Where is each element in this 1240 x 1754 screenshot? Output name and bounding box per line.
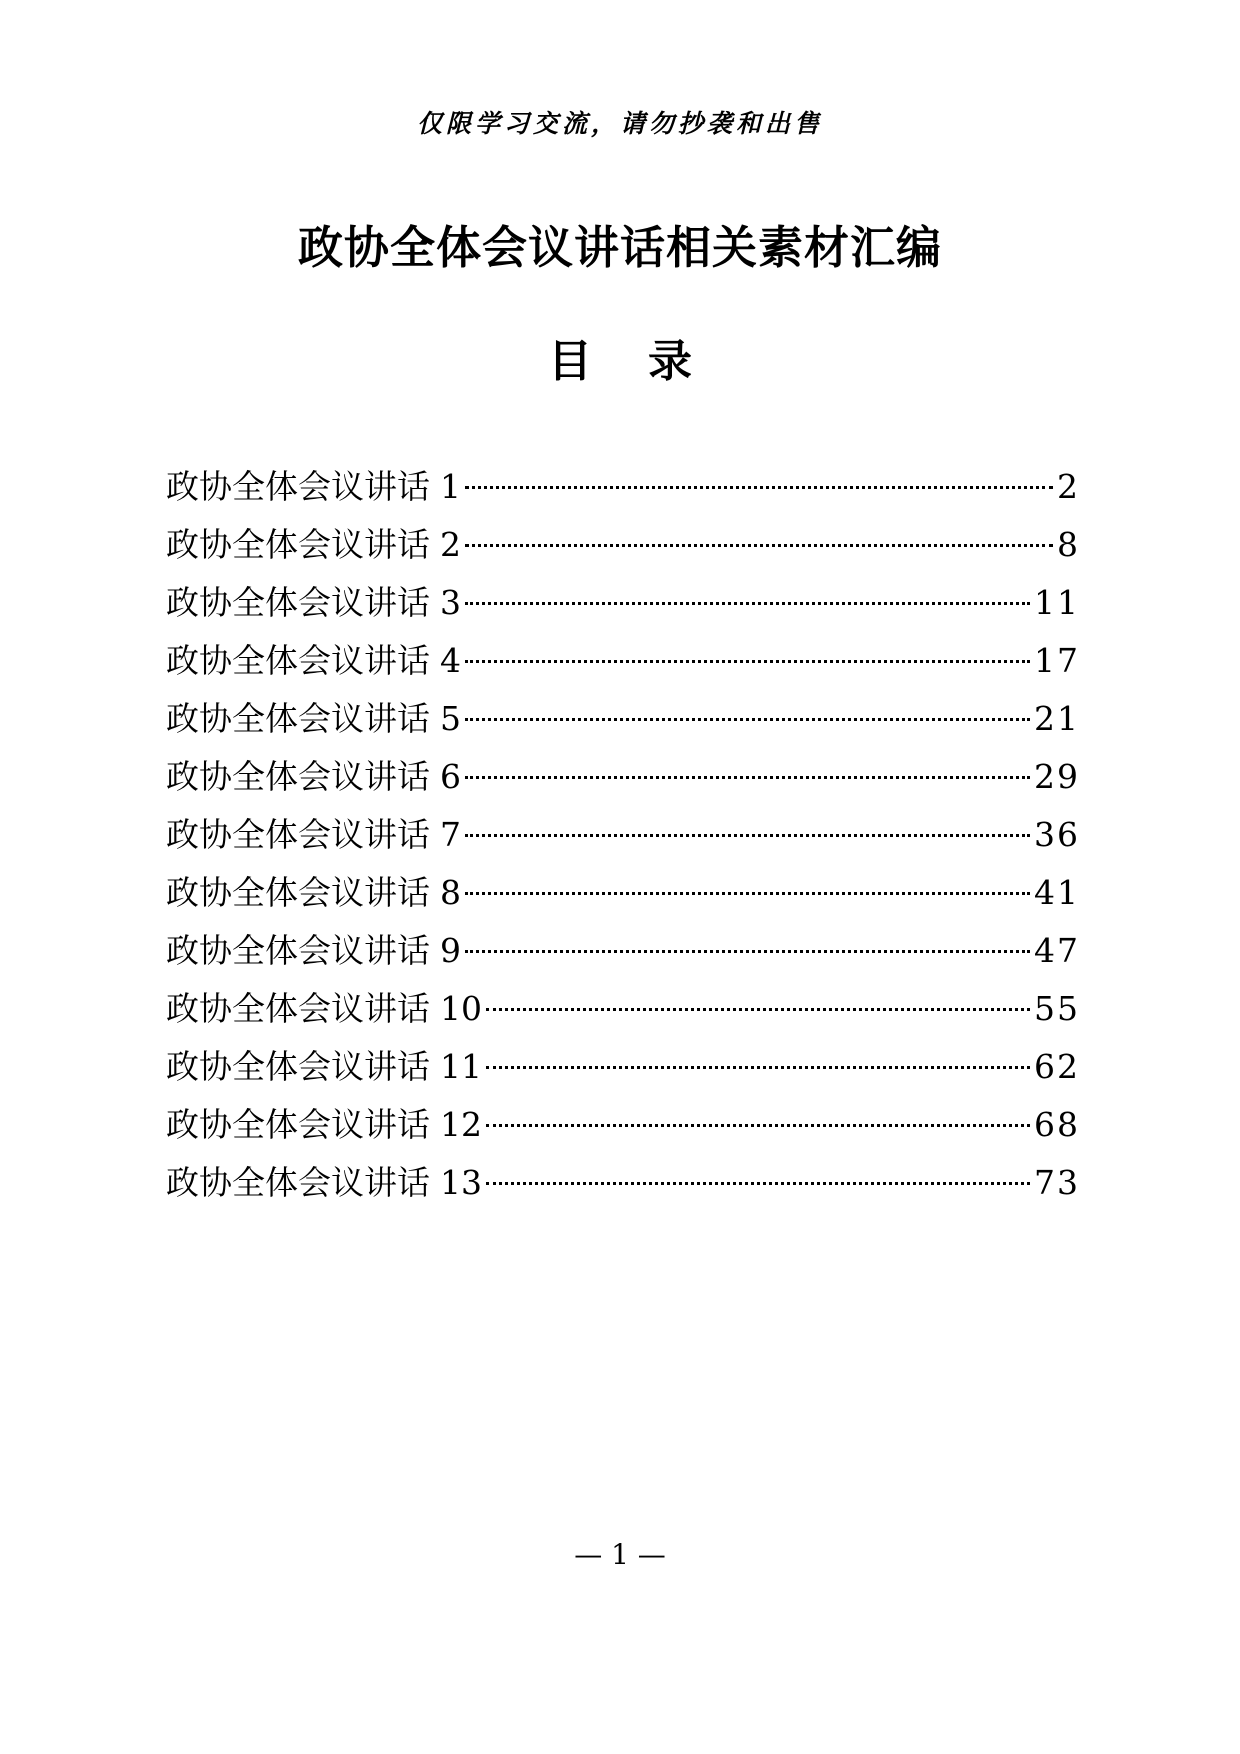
toc-entry[interactable] xyxy=(166,574,1080,632)
toc-entry-label xyxy=(166,516,461,574)
toc-dot-leader xyxy=(465,834,1030,837)
toc-entry[interactable] xyxy=(166,632,1080,690)
toc-entry-number: 7 xyxy=(440,815,461,854)
toc-dot-leader xyxy=(465,660,1030,663)
toc-entry[interactable] xyxy=(166,864,1080,922)
toc-entry-page: 62 xyxy=(1034,1047,1080,1086)
toc-dot-leader xyxy=(465,950,1030,953)
toc-heading xyxy=(0,334,1240,390)
toc-entry-page: 73 xyxy=(1034,1163,1080,1202)
toc-entry-title: 政协全体会议讲话 xyxy=(166,1163,430,1202)
toc-entry[interactable] xyxy=(166,806,1080,864)
toc-entry[interactable] xyxy=(166,1038,1080,1096)
toc-heading-second: 录 xyxy=(648,336,692,387)
toc-entry-page: 41 xyxy=(1034,873,1080,912)
toc-entry[interactable] xyxy=(166,1154,1080,1212)
toc-dot-leader xyxy=(486,1008,1030,1011)
toc-entry-title: 政协全体会议讲话 xyxy=(166,1047,430,1086)
toc-entry-page: 11 xyxy=(1034,583,1080,622)
toc-entry-title: 政协全体会议讲话 xyxy=(166,699,430,738)
toc-entry-number: 12 xyxy=(440,1105,482,1144)
toc-entry-page: 29 xyxy=(1034,757,1080,796)
toc-entry-label xyxy=(166,980,482,1038)
toc-entry[interactable] xyxy=(166,1096,1080,1154)
page-number-footer: — 1 — xyxy=(574,1538,666,1571)
toc-dot-leader xyxy=(465,892,1030,895)
toc-entry-number: 8 xyxy=(440,873,461,912)
toc-dot-leader xyxy=(486,1124,1030,1127)
toc-entry-label xyxy=(166,1096,482,1154)
header-note: 仅限学习交流，请勿抄袭和出售 xyxy=(416,109,823,138)
toc-entry-number: 5 xyxy=(440,699,461,738)
toc-entry-title: 政协全体会议讲话 xyxy=(166,815,430,854)
toc-entry-number: 9 xyxy=(440,931,461,970)
toc-dot-leader xyxy=(465,486,1053,489)
toc-entry[interactable] xyxy=(166,922,1080,980)
toc-entry[interactable] xyxy=(166,516,1080,574)
toc-entry-page: 36 xyxy=(1034,815,1080,854)
toc-entry-label xyxy=(166,922,461,980)
toc-dot-leader xyxy=(465,718,1030,721)
toc-dot-leader xyxy=(486,1182,1030,1185)
toc-entry-title: 政协全体会议讲话 xyxy=(166,1105,430,1144)
toc-entry-title: 政协全体会议讲话 xyxy=(166,525,430,564)
toc-entry-label xyxy=(166,1038,482,1096)
toc-entry-page: 8 xyxy=(1057,525,1080,564)
toc-dot-leader xyxy=(486,1066,1030,1069)
toc-entry-page: 47 xyxy=(1034,931,1080,970)
toc-heading-first: 目 xyxy=(548,336,592,387)
toc-entry-label xyxy=(166,864,461,922)
toc-entry-number: 4 xyxy=(440,641,461,680)
toc-entry-page: 21 xyxy=(1034,699,1080,738)
toc-dot-leader xyxy=(465,776,1030,779)
toc-entry-title: 政协全体会议讲话 xyxy=(166,467,430,506)
toc-entry-number: 10 xyxy=(440,989,482,1028)
toc-entry-title: 政协全体会议讲话 xyxy=(166,641,430,680)
toc-entry[interactable] xyxy=(166,980,1080,1038)
toc-entry[interactable] xyxy=(166,748,1080,806)
toc-entry-title: 政协全体会议讲话 xyxy=(166,873,430,912)
toc-entry-number: 6 xyxy=(440,757,461,796)
toc-entry-number: 11 xyxy=(440,1047,482,1086)
toc-entry-page: 17 xyxy=(1034,641,1080,680)
toc-entry-number: 3 xyxy=(440,583,461,622)
toc-entry-page: 68 xyxy=(1034,1105,1080,1144)
toc-entry-label xyxy=(166,574,461,632)
toc-entry-label xyxy=(166,632,461,690)
toc-entry-label xyxy=(166,458,461,516)
toc-entry-page: 2 xyxy=(1057,467,1080,506)
toc-dot-leader xyxy=(465,544,1053,547)
toc-entry-number: 2 xyxy=(440,525,461,564)
toc-entry-title: 政协全体会议讲话 xyxy=(166,583,430,622)
toc-entry-number: 1 xyxy=(440,467,461,506)
toc-entry-label xyxy=(166,806,461,864)
table-of-contents xyxy=(166,458,1080,1212)
toc-entry-label xyxy=(166,690,461,748)
toc-entry-label xyxy=(166,1154,482,1212)
toc-entry-title: 政协全体会议讲话 xyxy=(166,931,430,970)
toc-entry[interactable] xyxy=(166,690,1080,748)
toc-entry[interactable] xyxy=(166,458,1080,516)
toc-entry-title: 政协全体会议讲话 xyxy=(166,757,430,796)
toc-dot-leader xyxy=(465,602,1030,605)
toc-entry-page: 55 xyxy=(1034,989,1080,1028)
toc-entry-title: 政协全体会议讲话 xyxy=(166,989,430,1028)
document-title: 政协全体会议讲话相关素材汇编 xyxy=(297,221,942,274)
toc-entry-label xyxy=(166,748,461,806)
toc-entry-number: 13 xyxy=(440,1163,482,1202)
